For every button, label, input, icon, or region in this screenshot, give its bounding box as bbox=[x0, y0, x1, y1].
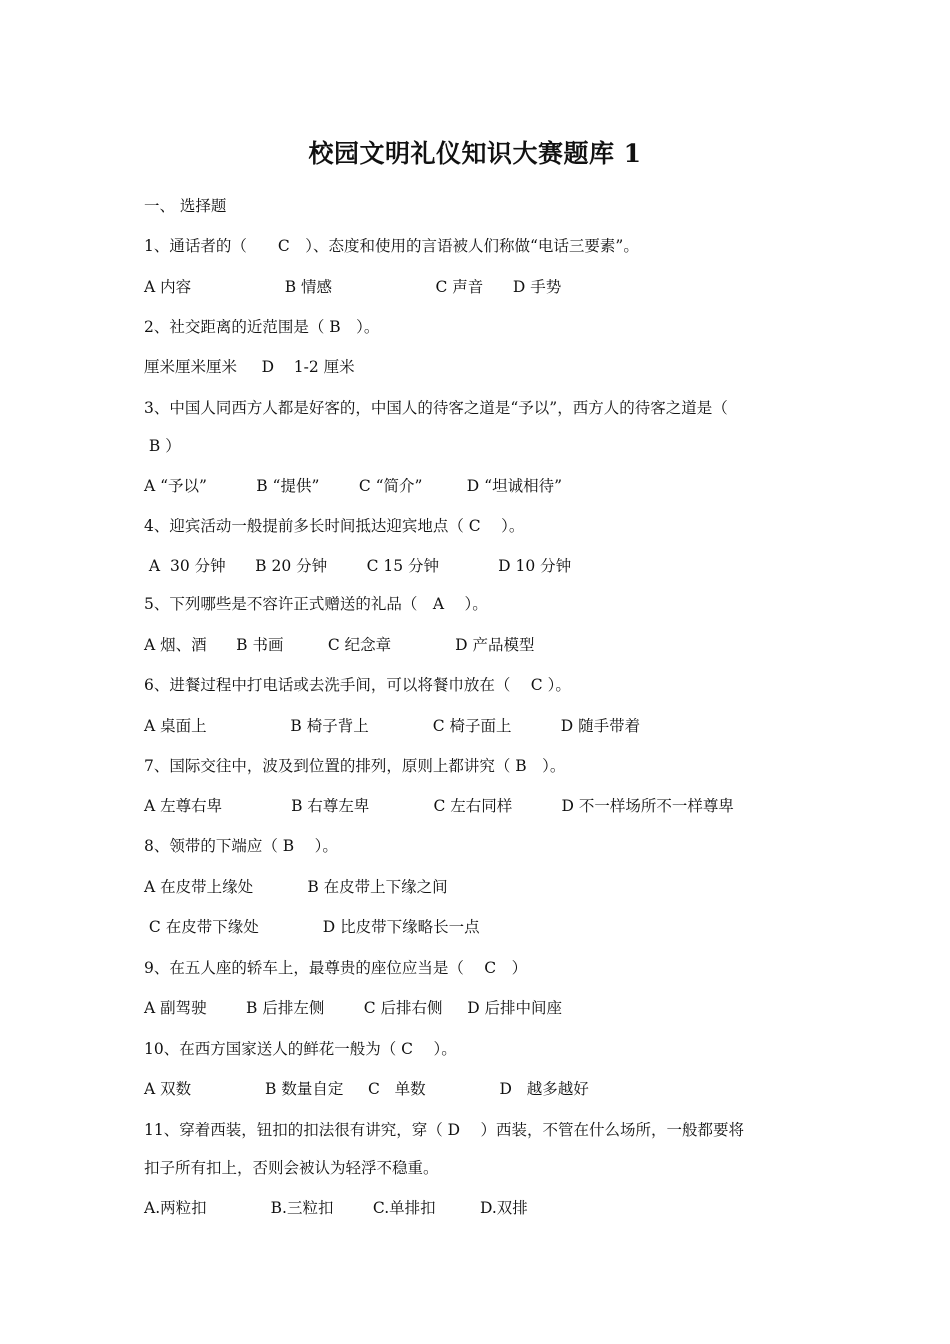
question-line: 1、通话者的（ C ）、态度和使用的言语被人们称做“电话三要素”。 bbox=[144, 237, 639, 255]
question-line: 8、领带的下端应（ B ）。 bbox=[144, 837, 338, 855]
question-line: 10、在西方国家送人的鲜花一般为（ C ）。 bbox=[144, 1040, 457, 1058]
options-line: A 烟、酒 B 书画 C 纪念章 D 产品模型 bbox=[144, 636, 535, 654]
options-line: A.两粒扣 B.三粒扣 C.单排扣 D.双排 bbox=[144, 1199, 528, 1217]
question-line: 4、迎宾活动一般提前多长时间抵达迎宾地点（ C ）。 bbox=[144, 517, 525, 535]
options-line: A “予以” B “提供” C “简介” D “坦诚相待” bbox=[144, 477, 563, 495]
question-line: B ） bbox=[144, 437, 181, 455]
options-line: A 副驾驶 B 后排左侧 C 后排右侧 D 后排中间座 bbox=[144, 999, 563, 1017]
question-line: 7、国际交往中，波及到位置的排列，原则上都讲究（ B ）。 bbox=[144, 757, 566, 775]
options-line: A 双数 B 数量自定 C 单数 D 越多越好 bbox=[144, 1080, 589, 1098]
options-line: A 左尊右卑 B 右尊左卑 C 左右同样 D 不一样场所不一样尊卑 bbox=[144, 797, 734, 815]
options-line: C 在皮带下缘处 D 比皮带下缘略长一点 bbox=[144, 918, 480, 936]
options-line: A 内容 B 情感 C 声音 D 手势 bbox=[144, 278, 562, 296]
question-line: 2、社交距离的近范围是（ B ）。 bbox=[144, 318, 380, 336]
section-heading: 一、 选择题 bbox=[144, 197, 227, 215]
options-line: A 30 分钟 B 20 分钟 C 15 分钟 D 10 分钟 bbox=[144, 557, 572, 575]
question-line: 9、在五人座的轿车上，最尊贵的座位应当是（ C ） bbox=[144, 959, 528, 977]
question-line: 5、下列哪些是不容许正式赠送的礼品（ A ）。 bbox=[144, 595, 488, 613]
question-line: 扣子所有扣上，否则会被认为轻浮不稳重。 bbox=[144, 1159, 439, 1177]
options-line: A 在皮带上缘处 B 在皮带上下缘之间 bbox=[144, 878, 448, 896]
options-line: A 桌面上 B 椅子背上 C 椅子面上 D 随手带着 bbox=[144, 717, 641, 735]
question-line: 3、中国人同西方人都是好客的，中国人的待客之道是“予以”，西方人的待客之道是（ bbox=[144, 399, 728, 417]
question-line: 6、进餐过程中打电话或去洗手间，可以将餐巾放在（ C ）。 bbox=[144, 676, 571, 694]
options-line: 厘米厘米厘米 D 1-2 厘米 bbox=[144, 358, 355, 376]
question-line: 11、穿着西装，钮扣的扣法很有讲究，穿（ D ）西装，不管在什么场所，一般都要将 bbox=[144, 1121, 745, 1139]
page-title: 校园文明礼仪知识大赛题库 1 bbox=[308, 139, 642, 168]
